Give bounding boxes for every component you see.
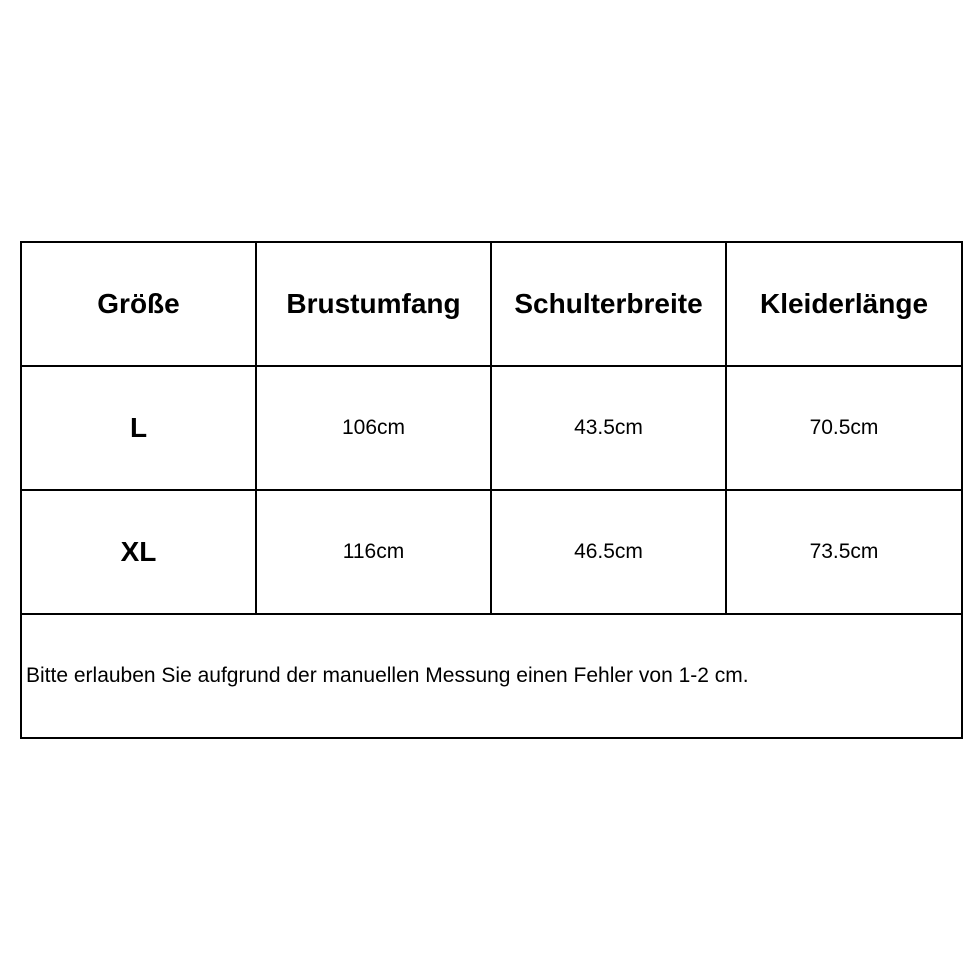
- table-row: [21, 490, 962, 614]
- table-row: [21, 366, 962, 490]
- chest-value: 106cm: [256, 366, 491, 490]
- note-row: [21, 614, 962, 738]
- size-chart-table: [20, 241, 963, 739]
- header-size: Größe: [21, 242, 256, 366]
- length-value: 70.5cm: [726, 366, 962, 490]
- shoulder-value: 43.5cm: [491, 366, 726, 490]
- header-chest: Brustumfang: [256, 242, 491, 366]
- length-value: 73.5cm: [726, 490, 962, 614]
- shoulder-value: 46.5cm: [491, 490, 726, 614]
- size-label: XL: [21, 490, 256, 614]
- chest-value: 116cm: [256, 490, 491, 614]
- header-length: Kleiderlänge: [726, 242, 962, 366]
- header-row: [21, 242, 962, 366]
- measurement-note: Bitte erlauben Sie aufgrund der manuellen Messung einen Fehler von 1-2 cm.: [21, 614, 962, 738]
- header-shoulder: Schulterbreite: [491, 242, 726, 366]
- size-label: L: [21, 366, 256, 490]
